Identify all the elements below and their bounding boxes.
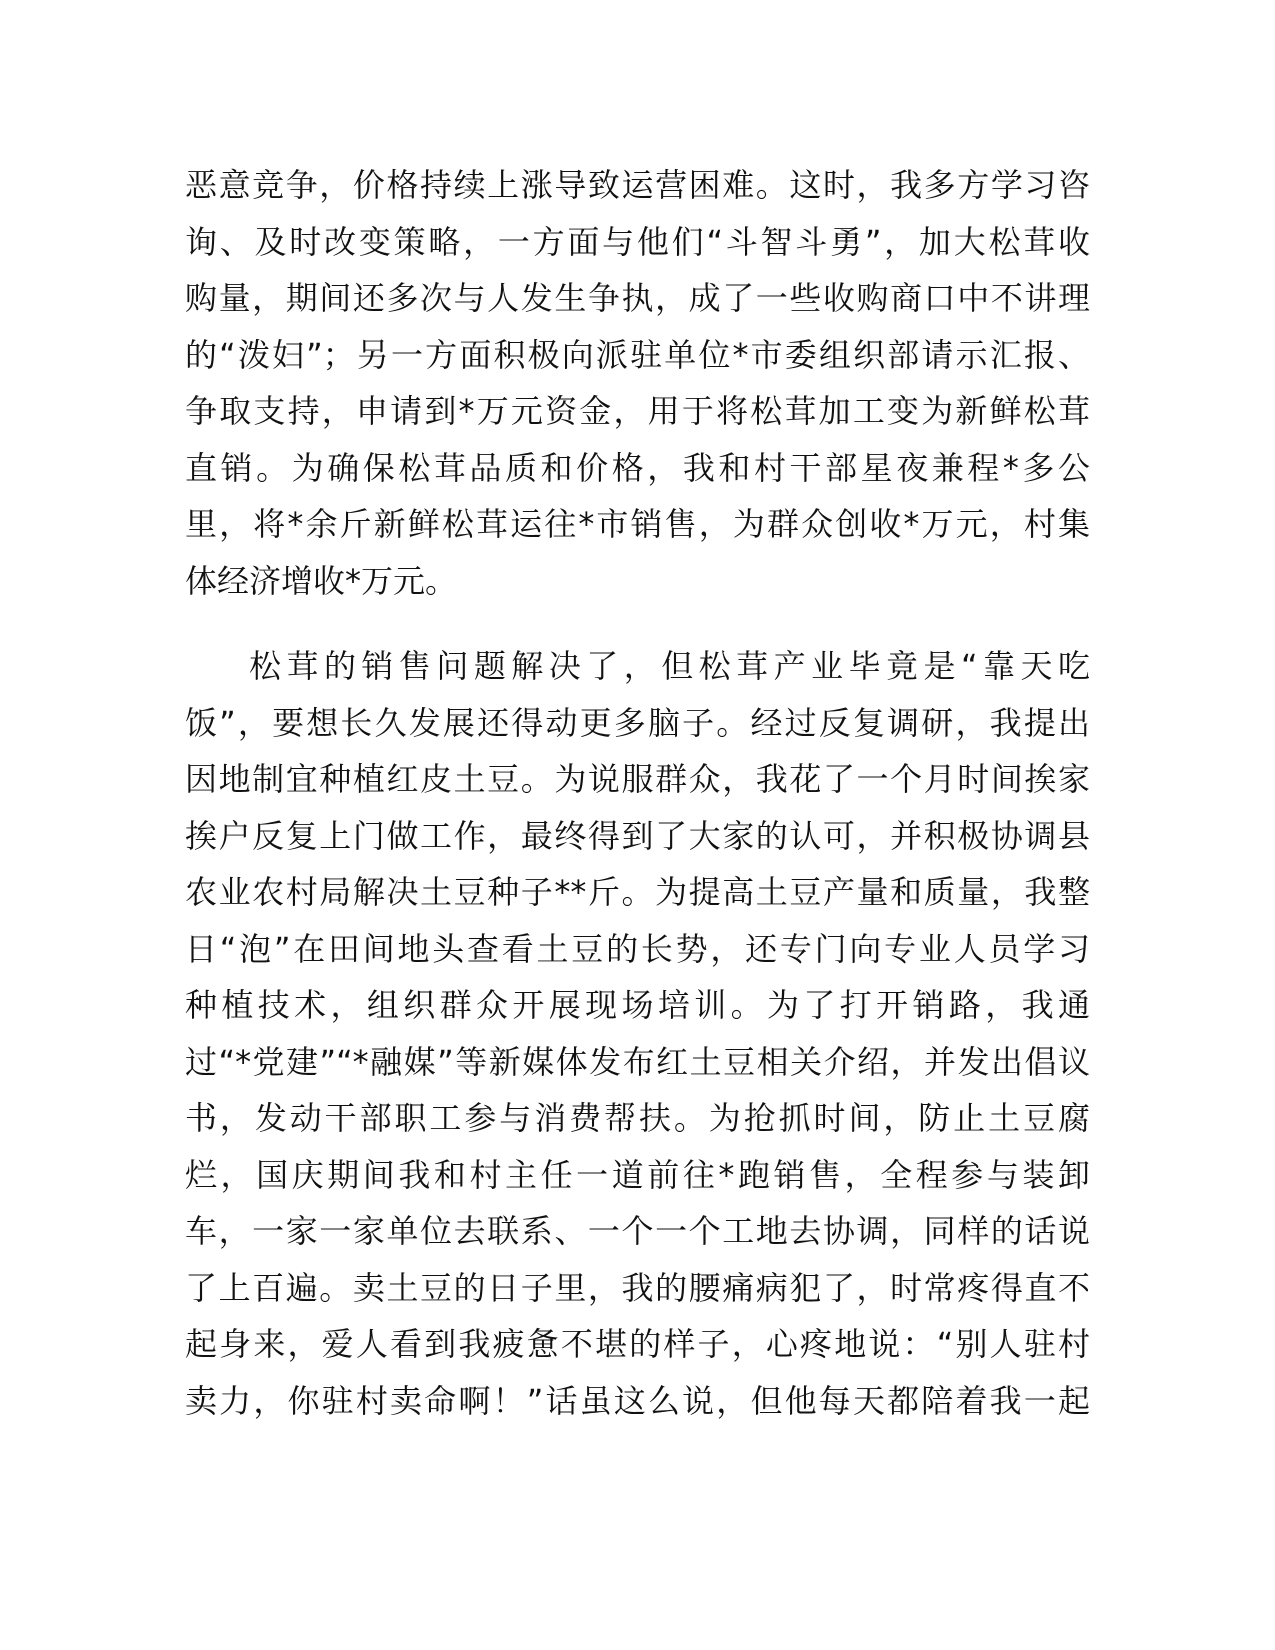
text-line: 车，一家一家单位去联系、一个一个工地去协调，同样的话说 (185, 1212, 1090, 1250)
text-line: 种植技术，组织群众开展现场培训。为了打开销路，我通 (185, 986, 1090, 1024)
paragraph-2 (185, 638, 1090, 1429)
text-line: 购量，期间还多次与人发生争执，成了一些收购商口中不讲理 (185, 279, 1090, 317)
text-line: 书，发动干部职工参与消费帮扶。为抢抓时间，防止土豆腐 (185, 1099, 1090, 1137)
text-line: 饭”，要想长久发展还得动更多脑子。经过反复调研，我提出 (185, 703, 1090, 742)
text-line: 起身来，爱人看到我疲惫不堪的样子，心疼地说：“别人驻村 (185, 1325, 1090, 1363)
text-line: 日“泡”在田间地头查看土豆的长势，还专门向专业人员学习 (185, 929, 1090, 968)
text-line: 争取支持，申请到*万元资金，用于将松茸加工变为新鲜松茸 (185, 392, 1090, 430)
text-line: 体经济增收*万元。 (185, 561, 458, 600)
text-line: 卖力，你驻村卖命啊！”话虽这么说，但他每天都陪着我一起 (185, 1381, 1090, 1420)
text-line: 了上百遍。卖土豆的日子里，我的腰痛病犯了，时常疼得直不 (185, 1268, 1090, 1307)
text-line: 直销。为确保松茸品质和价格，我和村干部星夜兼程*多公 (185, 448, 1090, 487)
text-line: 的“泼妇”；另一方面积极向派驻单位*市委组织部请示汇报、 (185, 335, 1090, 374)
text-line: 烂，国庆期间我和村主任一道前往*跑销售，全程参与装卸 (185, 1155, 1090, 1194)
paragraph-1 (185, 157, 1090, 609)
text-line: 询、及时改变策略，一方面与他们“斗智斗勇”，加大松茸收 (185, 222, 1090, 261)
text-line: 过“*党建”“*融媒”等新媒体发布红土豆相关介绍，并发出倡议 (185, 1042, 1090, 1081)
text-line: 恶意竞争，价格持续上涨导致运营困难。这时，我多方学习咨 (185, 166, 1090, 204)
text-line: 松茸的销售问题解决了，但松茸产业毕竟是“靠天吃 (249, 647, 1090, 685)
text-line: 农业农村局解决土豆种子**斤。为提高土豆产量和质量，我整 (185, 873, 1090, 911)
text-line: 里，将*余斤新鲜松茸运往*市销售，为群众创收*万元，村集 (185, 505, 1090, 543)
text-line: 挨户反复上门做工作，最终得到了大家的认可，并积极协调县 (185, 816, 1090, 855)
text-line: 因地制宜种植红皮土豆。为说服群众，我花了一个月时间挨家 (185, 760, 1090, 798)
